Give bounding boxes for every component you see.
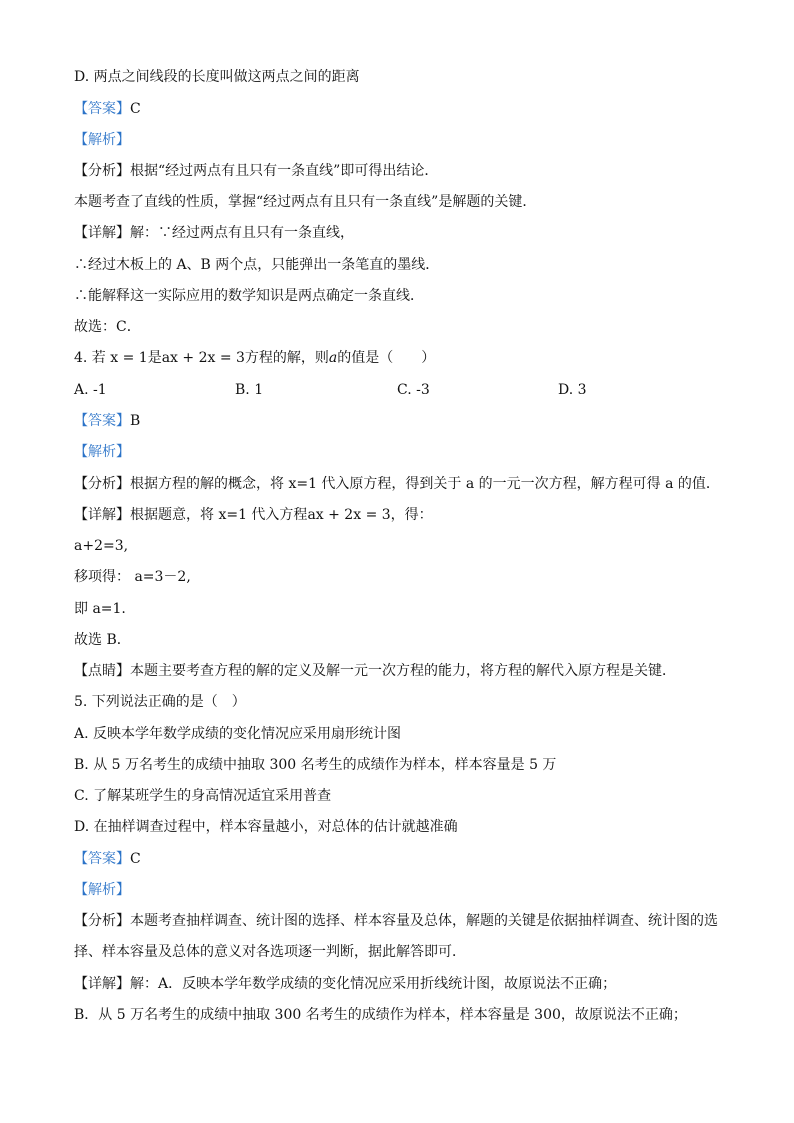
q4-answer (74, 412, 140, 430)
q3-fenxi (74, 162, 438, 180)
q4-stem-mid2: 方程的解，则 (244, 350, 329, 366)
q4-option-a: A. -1 (74, 382, 107, 398)
answer-value: C (130, 851, 141, 867)
q4-option-c: C. -3 (397, 382, 430, 398)
q5-stem: 5. 下列说法正确的是（ ） (74, 694, 246, 710)
q3-detail-2: ∴经过木板上的 A、B 两个点，只能弹出一条笔直的墨线． (74, 257, 440, 273)
q4-dianjing (74, 662, 676, 680)
q4-stem-mid1: 是 (147, 350, 162, 366)
detail-text: 解：A．反映本学年数学成绩的变化情况应采用折线统计图，故原说法不正确； (130, 976, 617, 992)
detail-text: 解：∵经过两点有且只有一条直线， (130, 225, 354, 241)
q4-var-a: a (328, 350, 338, 366)
q3-option-d: D. 两点之间线段的长度叫做这两点之间的距离 (74, 69, 360, 85)
detail-suffix: ，得： (390, 507, 433, 523)
fenxi-tag: 【分析】 (74, 476, 130, 492)
q5-option-c: C. 了解某班学生的身高情况适宜采用普查 (74, 788, 332, 804)
q3-detail (74, 224, 354, 242)
fenxi-tag: 【分析】 (74, 913, 130, 929)
q5-option-d: D. 在抽样调查过程中，样本容量越小，对总体的估计就越准确 (74, 819, 458, 835)
fenxi-tag: 【分析】 (74, 163, 130, 179)
detail-tag: 【详解】 (74, 976, 130, 992)
q3-detail-3: ∴能解释这一实际应用的数学知识是两点确定一条直线． (74, 288, 424, 304)
answer-value: B (130, 413, 141, 429)
answer-tag: 【答案】 (74, 851, 130, 867)
q4-fenxi (74, 475, 720, 493)
answer-tag: 【答案】 (74, 413, 130, 429)
q4-stem (74, 349, 435, 367)
q5-fenxi (74, 912, 718, 930)
fenxi-text: 根据“经过两点有且只有一条直线”即可得出结论． (130, 163, 439, 179)
answer-value: C (130, 101, 141, 117)
q5-fenxi-2: 择、样本容量及总体的意义对各选项逐一判断，据此解答即可． (74, 944, 466, 960)
detail-tag: 【详解】 (74, 225, 130, 241)
q5-detail-2: B．从 5 万名考生的成绩中抽取 300 名考生的成绩作为样本，样本容量是 300，故原说法不正确； (74, 1007, 687, 1023)
q4-detail (74, 506, 433, 524)
detail-eq: ax + 2x = 3 (307, 507, 391, 523)
q4-stem-prefix: 4. 若 (74, 350, 106, 366)
q4-eq-main: ax + 2x = 3 (161, 350, 245, 366)
q3-analysis-tag: 【解析】 (74, 132, 130, 148)
answer-tag: 【答案】 (74, 101, 130, 117)
fenxi-text: 根据方程的解的概念，将 x=1 代入原方程，得到关于 a 的一元一次方程，解方程可得 a 的值． (130, 476, 720, 492)
q3-choose: 故选：C． (74, 319, 141, 335)
q4-option-d: D. 3 (558, 382, 587, 398)
q3-answer (74, 100, 141, 118)
q5-detail (74, 975, 616, 993)
q4-option-b: B. 1 (235, 382, 264, 398)
dianjing-tag: 【点睛】 (74, 663, 130, 679)
q4-eq-x: x = 1 (110, 350, 148, 366)
q5-option-b: B. 从 5 万名考生的成绩中抽取 300 名考生的成绩作为样本，样本容量是 5 万 (74, 757, 557, 773)
detail-tag: 【详解】 (74, 507, 130, 523)
detail-prefix: 根据题意，将 x=1 代入方程 (130, 507, 308, 523)
q4-choose: 故选 B． (74, 632, 131, 648)
q5-analysis-tag: 【解析】 (74, 882, 130, 898)
q4-step-1: a+2=3, (74, 538, 129, 554)
q3-summary: 本题考查了直线的性质，掌握“经过两点有且只有一条直线”是解题的关键． (74, 194, 537, 210)
q5-answer (74, 850, 141, 868)
q4-stem-suffix: 的值是（ ） (337, 350, 436, 366)
q4-step-2: 移项得： a=3－2, (74, 569, 191, 585)
q4-step-3: 即 a=1. (74, 601, 126, 617)
q4-analysis-tag: 【解析】 (74, 444, 130, 460)
dianjing-text: 本题主要考查方程的解的定义及解一元一次方程的能力，将方程的解代入原方程是关键． (130, 663, 676, 679)
fenxi-text: 本题考查抽样调查、统计图的选择、样本容量及总体，解题的关键是依据抽样调查、统计图的选 (130, 913, 718, 929)
q5-option-a: A. 反映本学年数学成绩的变化情况应采用扇形统计图 (74, 726, 402, 742)
